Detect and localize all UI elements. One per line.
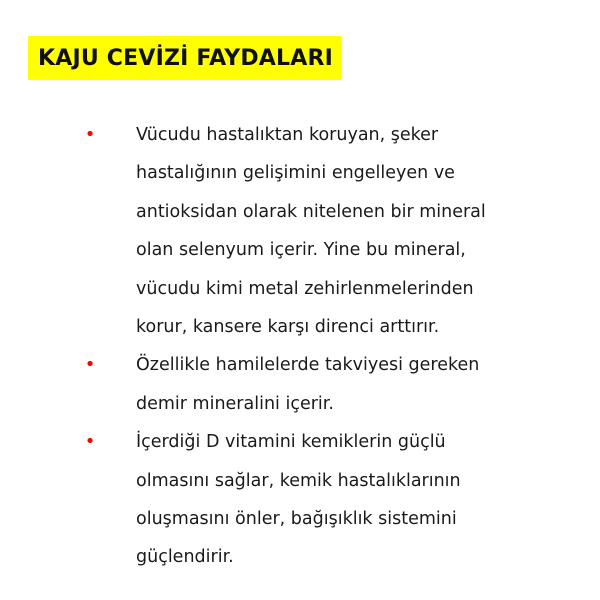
bullet-icon: • [84,431,96,453]
bullet-list [82,116,587,577]
bullet-text-line: Vücudu hastalıktan koruyan, şeker [136,125,439,145]
bullet-item [82,116,587,346]
bullet-text-line: korur, kansere karşı direnci arttırır. [136,317,440,338]
bullet-icon: • [84,124,96,145]
bullet-icon: • [84,354,96,376]
bullet-text-line: oluşmasını önler, bağışıklık sistemini [136,509,457,530]
bullet-text-line: vücudu kimi metal zehirlenmelerinden [136,278,474,299]
bullet-text-line: güçlendirir. [136,547,234,568]
bullet-text-line: olmasını sağlar, kemik hastalıklarının [136,470,461,491]
bullet-item [82,423,587,577]
bullet-text-line: olan selenyum içerir. Yine bu mineral, [136,240,466,261]
bullet-text-line: hastalığının gelişimini engelleyen ve [136,163,455,184]
document-title: KAJU CEVİZİ FAYDALARI [38,45,333,71]
bullet-item [82,346,587,423]
bullet-text-line: Özellikle hamilelerde takviyesi gereken [136,355,480,376]
bullet-text-line: demir mineralini içerir. [136,393,334,414]
bullet-text-line: İçerdiği D vitamini kemiklerin güçlü [136,432,446,453]
title-highlight [28,36,341,80]
bullet-text-line: antioksidan olarak nitelenen bir mineral [136,201,486,222]
